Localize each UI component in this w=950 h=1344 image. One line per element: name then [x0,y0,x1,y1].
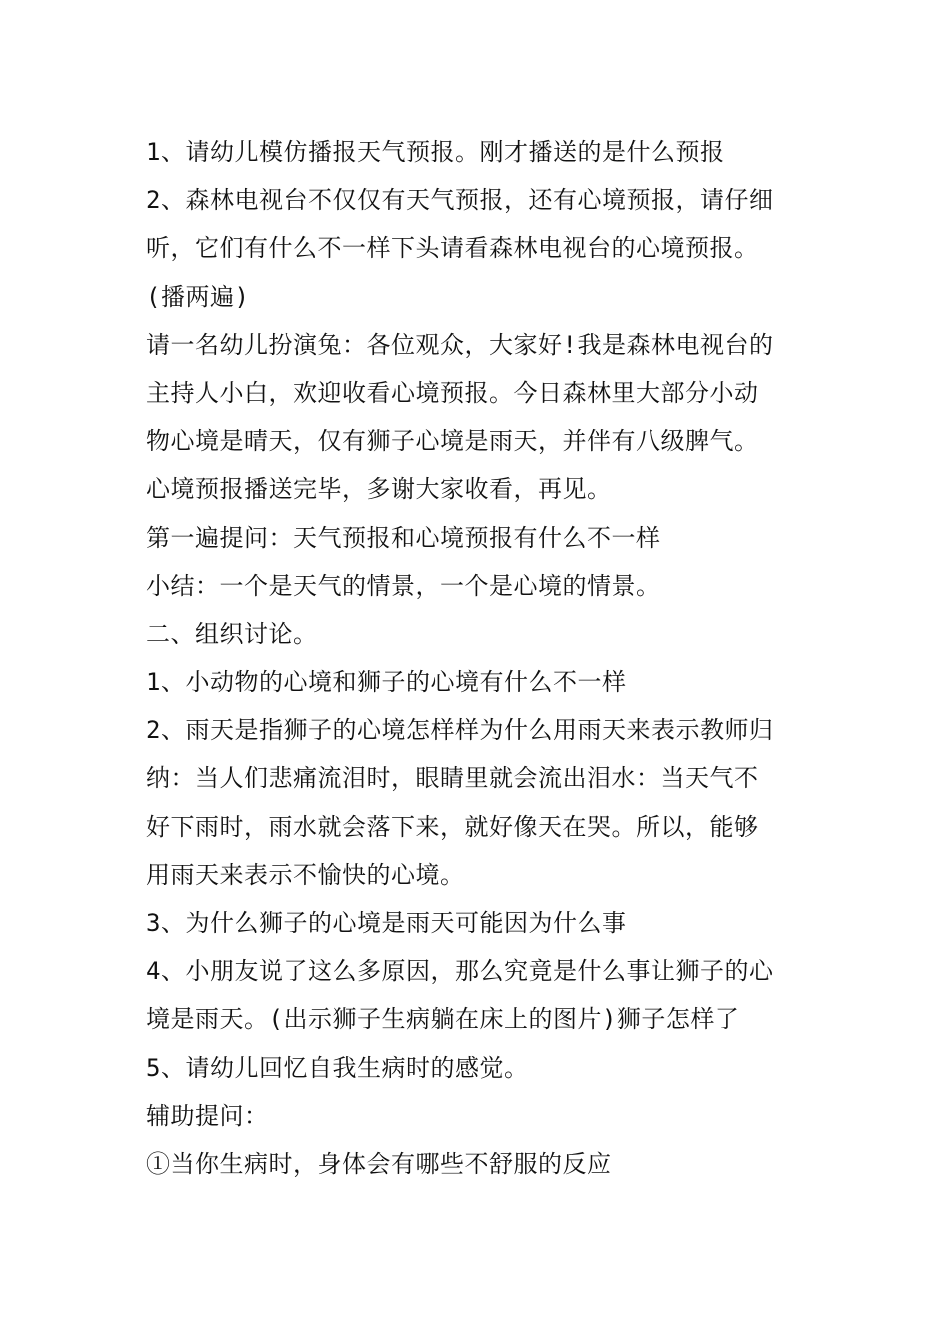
text-line: 辅助提问： [146,1101,269,1130]
text-line: 5、请幼儿回忆自我生病时的感觉。 [146,1053,529,1082]
text-line: 请一名幼儿扮演兔：各位观众，大家好!我是森林电视台的 [146,330,774,359]
text-line: 听，它们有什么不一样下头请看森林电视台的心境预报。 [146,234,759,263]
text-line: 好下雨时，雨水就会落下来，就好像天在哭。所以，能够 [146,812,759,841]
text-line: 主持人小白，欢迎收看心境预报。今日森林里大部分小动 [146,378,759,407]
text-line: 用雨天来表示不愉快的心境。 [146,860,465,889]
text-line: 小结：一个是天气的情景，一个是心境的情景。 [146,571,661,600]
text-line: 1、请幼儿模仿播报天气预报。刚才播送的是什么预报 [146,138,725,166]
text-line: 4、小朋友说了这么多原因，那么究竟是什么事让狮子的心 [146,957,774,986]
text-line: 第一遍提问：天气预报和心境预报有什么不一样 [146,523,661,552]
text-line: 2、森林电视台不仅仅有天气预报，还有心境预报，请仔细 [146,186,774,215]
text-line: ①当你生病时，身体会有哪些不舒服的反应 [146,1149,612,1178]
text-line: 纳：当人们悲痛流泪时，眼睛里就会流出泪水：当天气不 [146,764,759,793]
text-line: (播两遍) [146,282,250,311]
text-line: 境是雨天。(出示狮子生病躺在床上的图片)狮子怎样了 [146,1005,740,1034]
section-heading: 二、组织讨论。 [146,619,318,648]
document-body [146,128,811,1188]
text-line: 心境预报播送完毕，多谢大家收看，再见。 [146,475,612,504]
text-line: 2、雨天是指狮子的心境怎样样为什么用雨天来表示教师归 [146,716,774,745]
text-line: 1、小动物的心境和狮子的心境有什么不一样 [146,668,627,697]
text-line: 物心境是晴天，仅有狮子心境是雨天，并伴有八级脾气。 [146,427,759,456]
text-line: 3、为什么狮子的心境是雨天可能因为什么事 [146,909,627,937]
